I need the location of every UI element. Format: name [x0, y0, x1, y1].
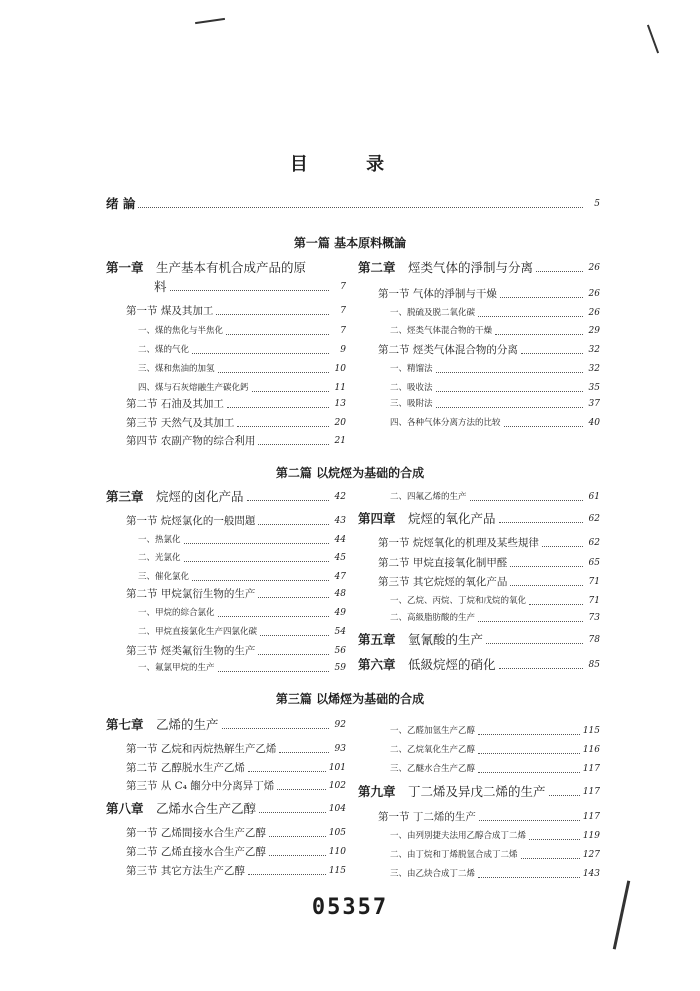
toc-entry[interactable]	[126, 587, 346, 601]
toc-entry[interactable]	[378, 810, 600, 824]
page-number: 117	[582, 787, 600, 797]
page-number: 7	[340, 306, 346, 316]
toc-entry[interactable]	[126, 826, 346, 840]
toc-entry[interactable]	[390, 867, 600, 881]
chapter-title: 氫氰酸的生产	[408, 632, 484, 647]
entry-title: 第三节 其它方法生产乙醇	[126, 865, 245, 877]
page-number: 45	[334, 553, 346, 563]
entry-title: 料	[154, 279, 167, 294]
toc-entry[interactable]	[390, 762, 600, 776]
leader-dots	[479, 820, 580, 821]
toc-entry[interactable]	[358, 785, 600, 799]
page-number: 26	[588, 263, 600, 273]
leader-dots	[500, 297, 583, 298]
leader-dots	[248, 874, 326, 875]
scan-mark	[647, 25, 659, 54]
page-number: 115	[328, 866, 346, 876]
page-number: 11	[334, 383, 346, 393]
page-number: 92	[334, 720, 346, 730]
entry-title: 第一节 乙烷和丙烷热解生产乙烯	[126, 743, 277, 755]
leader-dots	[542, 546, 583, 547]
chapter-number: 第五章	[358, 632, 396, 647]
toc-entry[interactable]	[358, 512, 600, 526]
page-number: 54	[334, 627, 346, 637]
entry-title: 二、由丁烷和丁烯脱氫合成丁二烯	[390, 850, 518, 860]
entry-title: 一、脱硫及脱二氧化碳	[390, 308, 476, 318]
toc-entry[interactable]	[106, 490, 346, 504]
toc-entry[interactable]	[126, 304, 346, 318]
leader-dots	[248, 771, 326, 772]
chapter-number: 第七章	[106, 717, 144, 732]
toc-entry[interactable]	[390, 381, 600, 395]
page-number: 37	[588, 399, 600, 409]
page-number: 56	[334, 646, 346, 656]
leader-dots	[478, 772, 580, 773]
toc-entry[interactable]	[390, 490, 600, 504]
chapter-number: 第八章	[106, 801, 144, 816]
leader-dots	[510, 566, 583, 567]
page-number: 7	[340, 282, 346, 292]
toc-entry[interactable]	[390, 829, 600, 843]
toc-entry[interactable]	[106, 802, 346, 816]
page-number: 93	[334, 744, 346, 754]
toc-entry[interactable]	[126, 644, 346, 658]
archive-number: 05357	[311, 895, 389, 920]
leader-dots	[184, 561, 329, 562]
entry-title: 第三节 天然气及其加工	[126, 417, 235, 429]
leader-dots	[192, 353, 329, 354]
toc-entry[interactable]	[390, 397, 600, 411]
page-number: 71	[588, 596, 600, 606]
leader-dots	[269, 836, 326, 837]
entry-title: 二、高級脂肪酸的生产	[390, 613, 476, 623]
leader-dots	[237, 426, 329, 427]
page-number: 9	[340, 345, 346, 355]
leader-dots	[258, 444, 329, 445]
toc-entry[interactable]	[378, 556, 600, 570]
page-number: 102	[328, 781, 346, 791]
page-number: 119	[582, 831, 600, 841]
page-number: 49	[334, 608, 346, 618]
leader-dots	[510, 585, 583, 586]
toc-entry[interactable]	[126, 779, 346, 793]
leader-dots	[549, 795, 580, 796]
page-number: 48	[334, 589, 346, 599]
page-number: 143	[582, 869, 600, 879]
leader-dots	[258, 597, 329, 598]
entry-title: 三、煤和焦油的加氢	[138, 364, 215, 374]
page-number: 62	[588, 514, 600, 524]
entry-title: 第一节 气体的淨制与干燥	[378, 288, 497, 300]
toc-entry[interactable]	[390, 724, 600, 738]
chapter-number: 第三章	[106, 489, 144, 504]
entry-title: 二、烴类气体混合物的干燥	[390, 326, 493, 336]
leader-dots	[499, 668, 583, 669]
chapter-title: 乙烯的生产	[156, 717, 219, 732]
entry-title: 二、甲烷直接氯化生产四氯化碳	[138, 627, 258, 637]
page-number: 127	[582, 850, 600, 860]
page-title: 目 录	[289, 154, 411, 175]
page-number: 105	[328, 828, 346, 838]
toc-entry[interactable]	[390, 848, 600, 862]
page-number: 26	[588, 308, 600, 318]
toc-entry[interactable]	[390, 306, 600, 320]
leader-dots	[279, 752, 329, 753]
toc-entry[interactable]	[358, 261, 600, 275]
toc-entry[interactable]	[126, 514, 346, 528]
entry-title: 第一节 煤及其加工	[126, 305, 214, 317]
page-number: 117	[582, 812, 600, 822]
page-number: 116	[582, 745, 600, 755]
intro-page: 5	[594, 199, 600, 209]
page-number: 115	[582, 726, 600, 736]
part-heading-2: 第二篇 以烷烴为基础的合成	[275, 466, 425, 480]
leader-dots	[218, 372, 329, 373]
leader-dots	[218, 616, 329, 617]
leader-dots	[478, 316, 583, 317]
leader-dots	[521, 353, 583, 354]
leader-dots	[521, 858, 580, 859]
page-number: 78	[588, 635, 600, 645]
toc-entry[interactable]	[138, 362, 346, 376]
toc-entry[interactable]	[106, 718, 346, 732]
entry-title: 第三节 从 C₄ 餾分中分离异丁烯	[126, 780, 275, 792]
page-number: 7	[340, 326, 346, 336]
leader-dots	[226, 334, 329, 335]
leader-dots	[216, 314, 329, 315]
page-number: 10	[334, 364, 346, 374]
entry-title: 四、各种气体分离方法的比较	[390, 418, 501, 428]
entry-title: 一、精馏法	[390, 364, 433, 374]
toc-entry[interactable]	[126, 416, 346, 430]
entry-title: 第二节 烴类气体混合物的分离	[378, 344, 518, 356]
page-number: 43	[334, 516, 346, 526]
chapter-number: 第一章	[106, 260, 144, 275]
leader-dots	[486, 643, 583, 644]
leader-dots	[259, 812, 326, 813]
toc-entry[interactable]	[138, 661, 346, 675]
page-number: 85	[588, 660, 600, 670]
toc-entry[interactable]	[378, 536, 600, 550]
entry-title: 一、氟氯甲烷的生产	[138, 663, 215, 673]
page-number: 110	[328, 847, 346, 857]
part-heading-3: 第三篇 以烯烴为基础的合成	[275, 692, 425, 706]
entry-title: 一、煤的焦化与半焦化	[138, 326, 224, 336]
page-number: 21	[334, 436, 346, 446]
toc-entry[interactable]	[390, 611, 600, 625]
entry-title: 二、乙烷氧化生产乙醇	[390, 745, 476, 755]
entry-title: 一、乙烷、丙烷、丁烷和戊烷的氧化	[390, 596, 527, 606]
toc-entry[interactable]	[378, 343, 600, 357]
page-number: 32	[588, 345, 600, 355]
leader-dots	[478, 734, 580, 735]
entry-title: 一、热氯化	[138, 535, 181, 545]
entry-title: 一、乙醛加氫生产乙醇	[390, 726, 476, 736]
intro-entry[interactable]	[106, 197, 600, 211]
entry-title: 二、煤的气化	[138, 345, 190, 355]
toc-entry[interactable]	[138, 606, 346, 620]
page-number: 61	[588, 492, 600, 502]
chapter-title: 烴类气体的淨制与分离	[408, 260, 534, 275]
entry-title: 第一节 丁二烯的生产	[378, 811, 476, 823]
toc-entry[interactable]	[106, 261, 346, 275]
entry-title: 第一节 烷烴氯化的一般問題	[126, 515, 256, 527]
entry-title: 一、甲烷的綜合氯化	[138, 608, 215, 618]
leader-dots	[192, 580, 329, 581]
page-number: 62	[588, 538, 600, 548]
entry-title: 第二节 乙烯直接水合生产乙醇	[126, 846, 266, 858]
chapter-number: 第九章	[358, 784, 396, 799]
chapter-title: 乙烯水合生产乙醇	[156, 801, 257, 816]
entry-title: 二、吸收法	[390, 383, 433, 393]
entry-title: 三、乙醚水合生产乙醇	[390, 764, 476, 774]
entry-title: 三、由乙炔合成丁二烯	[390, 869, 476, 879]
leader-dots	[222, 728, 329, 729]
chapter-number: 第四章	[358, 511, 396, 526]
leader-dots	[247, 500, 329, 501]
page-number: 101	[328, 763, 346, 773]
leader-dots	[218, 671, 329, 672]
leader-dots	[495, 334, 583, 335]
toc-entry[interactable]	[126, 761, 346, 775]
part-heading-1: 第一篇 基本原料概論	[293, 236, 407, 250]
page-number: 65	[588, 558, 600, 568]
toc-entry[interactable]	[358, 658, 600, 672]
entry-title: 第四节 农副产物的综合利用	[126, 435, 256, 447]
page-number: 117	[582, 764, 600, 774]
page-number: 44	[334, 535, 346, 545]
toc-entry[interactable]	[138, 381, 346, 395]
leader-dots	[277, 789, 326, 790]
entry-title: 第二节 甲烷氯衍生物的生产	[126, 588, 256, 600]
page-number: 47	[334, 572, 346, 582]
toc-entry[interactable]	[390, 594, 600, 608]
leader-dots	[470, 500, 583, 501]
chapter-title: 烷烴的卤化产品	[156, 489, 244, 504]
toc-entry[interactable]	[390, 416, 600, 430]
chapter-title: 丁二烯及异戊二烯的生产	[408, 784, 546, 799]
toc-entry[interactable]	[378, 575, 600, 589]
entry-title: 第二节 甲烷直接氧化制甲醛	[378, 557, 508, 569]
leader-dots	[252, 391, 329, 392]
chapter-number: 第六章	[358, 657, 396, 672]
page-number: 13	[334, 399, 346, 409]
entry-title: 第一节 烷烴氧化的机理及某些規律	[378, 537, 539, 549]
leader-dots	[478, 753, 580, 754]
leader-dots	[184, 543, 329, 544]
leader-dots	[529, 839, 580, 840]
leader-dots	[478, 621, 583, 622]
page-number: 73	[588, 613, 600, 623]
leader-dots	[436, 407, 583, 408]
toc-entry[interactable]	[138, 324, 346, 338]
leader-dots	[436, 391, 583, 392]
entry-title: 一、由列別捷夫法用乙醇合成丁二烯	[390, 831, 527, 841]
toc-entry[interactable]	[126, 742, 346, 756]
page-number: 35	[588, 383, 600, 393]
page-number: 40	[588, 418, 600, 428]
page-number: 104	[328, 804, 346, 814]
toc-entry[interactable]	[138, 551, 346, 565]
intro-label: 绪 論	[106, 196, 136, 211]
page-number: 71	[588, 577, 600, 587]
toc-entry[interactable]	[138, 625, 346, 639]
leader-dots	[260, 635, 329, 636]
toc-entry[interactable]	[126, 397, 346, 411]
entry-title: 第二节 乙醇脱水生产乙烯	[126, 762, 245, 774]
leader-dots	[436, 372, 583, 373]
toc-entry[interactable]	[358, 633, 600, 647]
page-number: 26	[588, 289, 600, 299]
page-number: 42	[334, 492, 346, 502]
leader-dots	[258, 524, 329, 525]
page-number: 32	[588, 364, 600, 374]
entry-title: 第三节 烴类氟衍生物的生产	[126, 645, 256, 657]
leader-dots	[170, 290, 329, 291]
scan-mark	[195, 18, 225, 24]
entry-title: 二、四氟乙烯的生产	[390, 492, 467, 502]
leader-dots	[138, 207, 583, 208]
toc-entry[interactable]	[390, 743, 600, 757]
toc-entry[interactable]	[154, 280, 346, 294]
leader-dots	[478, 877, 580, 878]
entry-title: 二、光氯化	[138, 553, 181, 563]
page-number: 20	[334, 418, 346, 428]
toc-entry[interactable]	[126, 864, 346, 878]
toc-entry[interactable]	[378, 287, 600, 301]
entry-title: 四、煤与石灰熔融生产碳化鈣	[138, 383, 249, 393]
toc-entry[interactable]	[138, 343, 346, 357]
entry-title: 三、催化氯化	[138, 572, 190, 582]
entry-title: 第一节 乙烯間接水合生产乙醇	[126, 827, 266, 839]
leader-dots	[536, 271, 583, 272]
toc-entry[interactable]	[390, 324, 600, 338]
chapter-title: 低級烷烴的硝化	[408, 657, 496, 672]
chapter-title: 生产基本有机合成产品的原	[156, 260, 307, 275]
leader-dots	[269, 855, 326, 856]
toc-entry[interactable]	[126, 434, 346, 448]
toc-entry[interactable]	[390, 362, 600, 376]
chapter-title: 烷烴的氧化产品	[408, 511, 496, 526]
leader-dots	[227, 407, 329, 408]
chapter-number: 第二章	[358, 260, 396, 275]
entry-title: 第三节 其它烷烴的氧化产品	[378, 576, 508, 588]
leader-dots	[258, 654, 329, 655]
leader-dots	[499, 522, 583, 523]
page-number: 59	[334, 663, 346, 673]
entry-title: 第二节 石油及其加工	[126, 398, 224, 410]
toc-entry[interactable]	[138, 570, 346, 584]
entry-title: 三、吸附法	[390, 399, 433, 409]
toc-entry[interactable]	[138, 533, 346, 547]
leader-dots	[504, 426, 583, 427]
leader-dots	[529, 604, 583, 605]
toc-entry[interactable]	[126, 845, 346, 859]
page-number: 29	[588, 326, 600, 336]
